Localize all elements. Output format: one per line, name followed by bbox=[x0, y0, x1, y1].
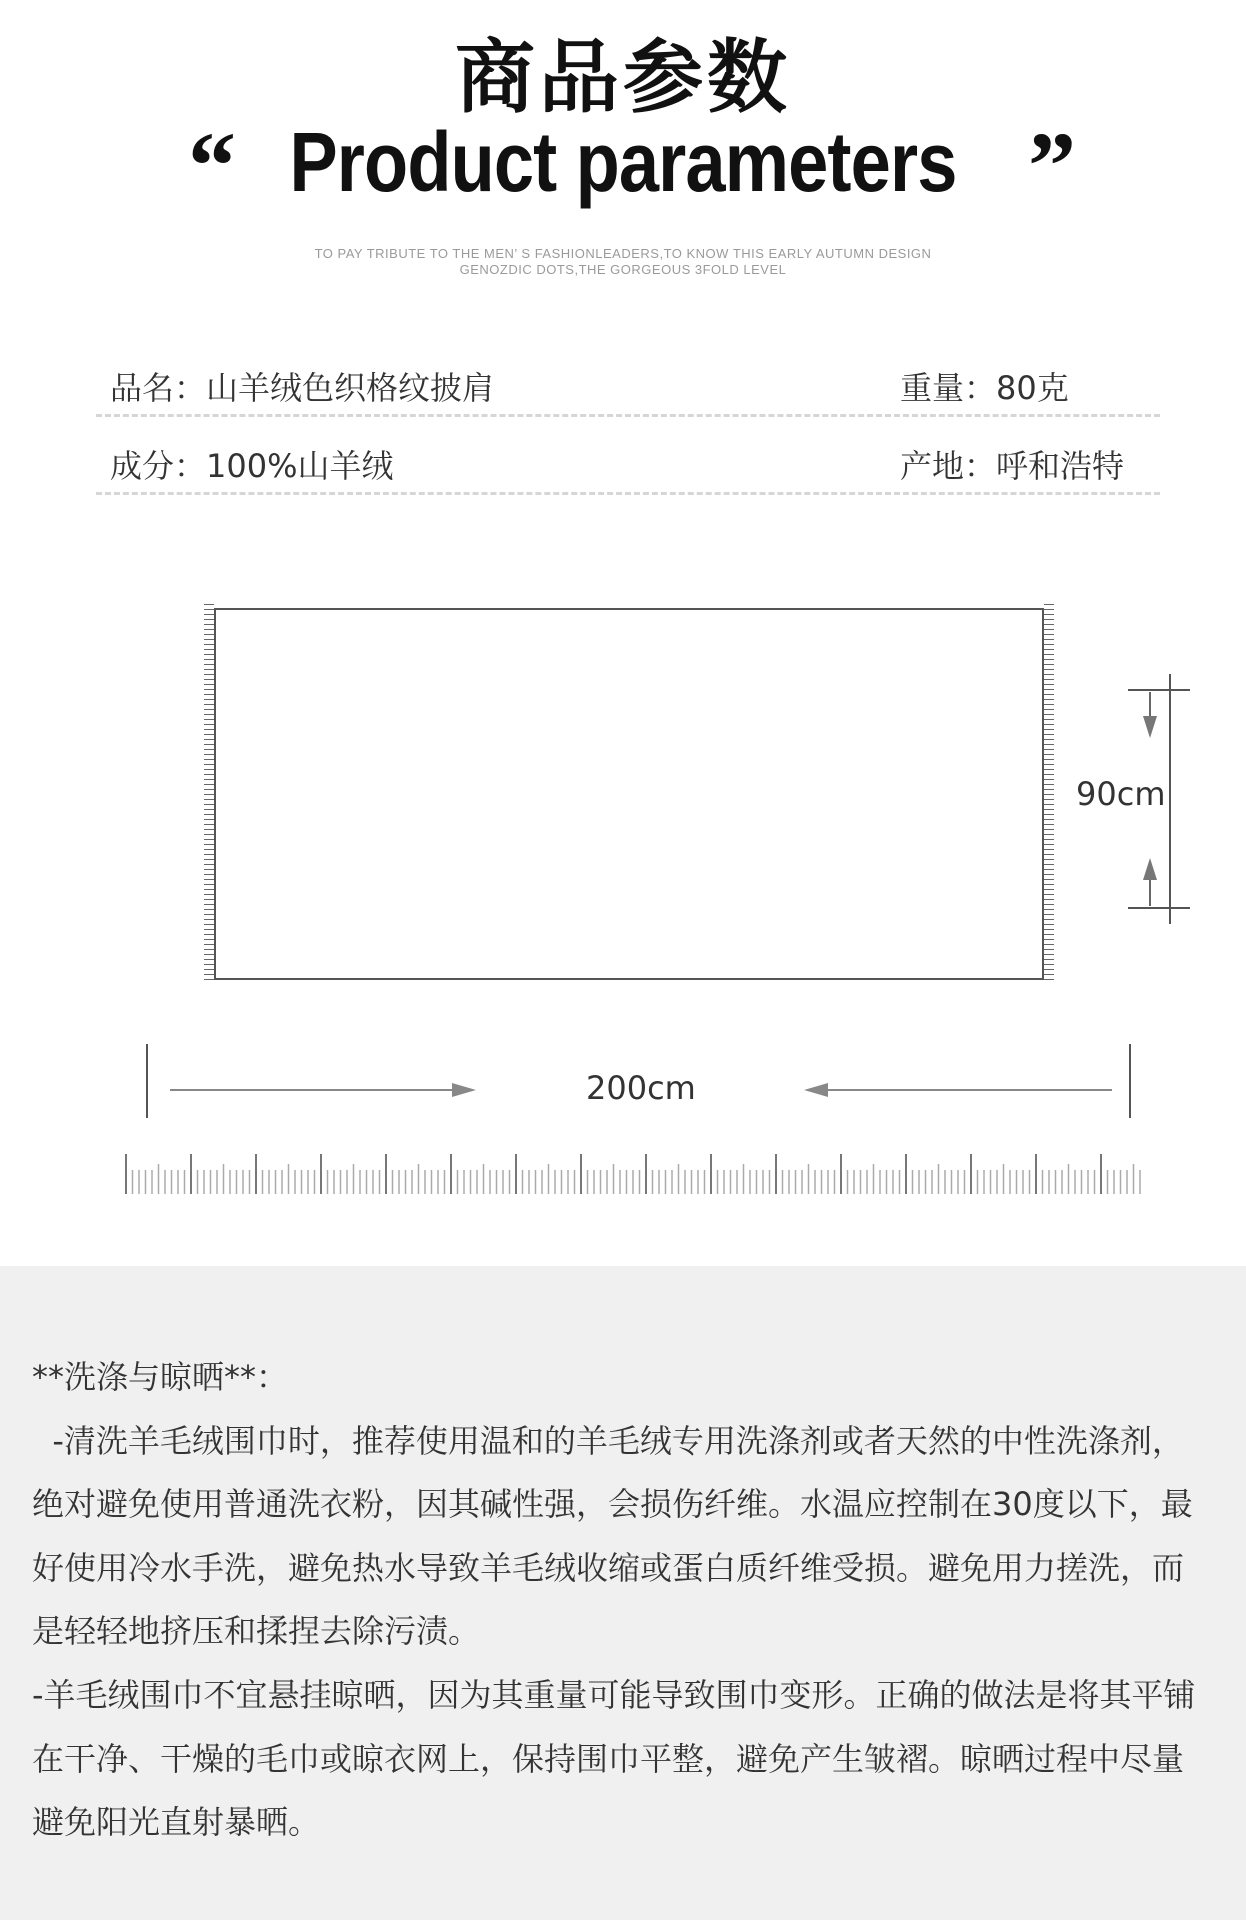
param-material: 成分：100%山羊绒 bbox=[110, 447, 394, 485]
ruler-scale bbox=[124, 1150, 1148, 1194]
param-product-name: 品名：山羊绒色织格纹披肩 bbox=[110, 369, 495, 407]
care-drying-paragraph: -羊毛绒围巾不宜悬挂晾晒，因为其重量可能导致围巾变形。正确的做法是将其平铺在干净、干燥的毛巾或晾衣网上，保持围巾平整，避免产生皱褶。晾晒过程中尽量避免阳光直射暴晒。 bbox=[32, 1675, 1196, 1842]
care-washing-paragraph: -清洗羊毛绒围巾时，推荐使用温和的羊毛绒专用洗涤剂或者天然的中性洗涤剂，绝对避免使用普通洗衣粉，因其碱性强，会损伤纤维。水温应控制在30度以下，最好使用冷水手洗，避免热水导致羊毛绒收缩或蛋白质纤维受损。避免用力搓洗，而是轻轻地挤压和揉捏去除污渍。 bbox=[32, 1421, 1193, 1651]
care-instructions bbox=[32, 1346, 1202, 1855]
page-title-english: Product parameters bbox=[289, 115, 957, 209]
param-origin: 产地：呼和浩特 bbox=[900, 447, 1125, 485]
height-arrow-up-head bbox=[1143, 858, 1157, 880]
width-arrow-left-head bbox=[804, 1083, 828, 1097]
tagline-line-1: TO PAY TRIBUTE TO THE MEN’ S FASHIONLEADERS,TO KNOW THIS EARLY AUTUMN DESIGN bbox=[314, 246, 932, 261]
open-quote-mark: “ bbox=[188, 112, 236, 219]
tagline-line-2: GENOZDIC DOTS,THE GORGEOUS 3FOLD LEVEL bbox=[459, 262, 787, 277]
param-weight: 重量：80克 bbox=[900, 369, 1069, 407]
width-arrow-right-head bbox=[452, 1083, 476, 1097]
height-dimension-label: 90cm bbox=[1076, 775, 1166, 813]
close-quote-mark: ” bbox=[1028, 112, 1076, 219]
width-dimension-label: 200cm bbox=[586, 1069, 696, 1107]
page-title-chinese: 商品参数 bbox=[455, 31, 791, 124]
care-heading: **洗涤与晾晒**： bbox=[32, 1358, 289, 1396]
height-arrow-down-head bbox=[1143, 716, 1157, 738]
